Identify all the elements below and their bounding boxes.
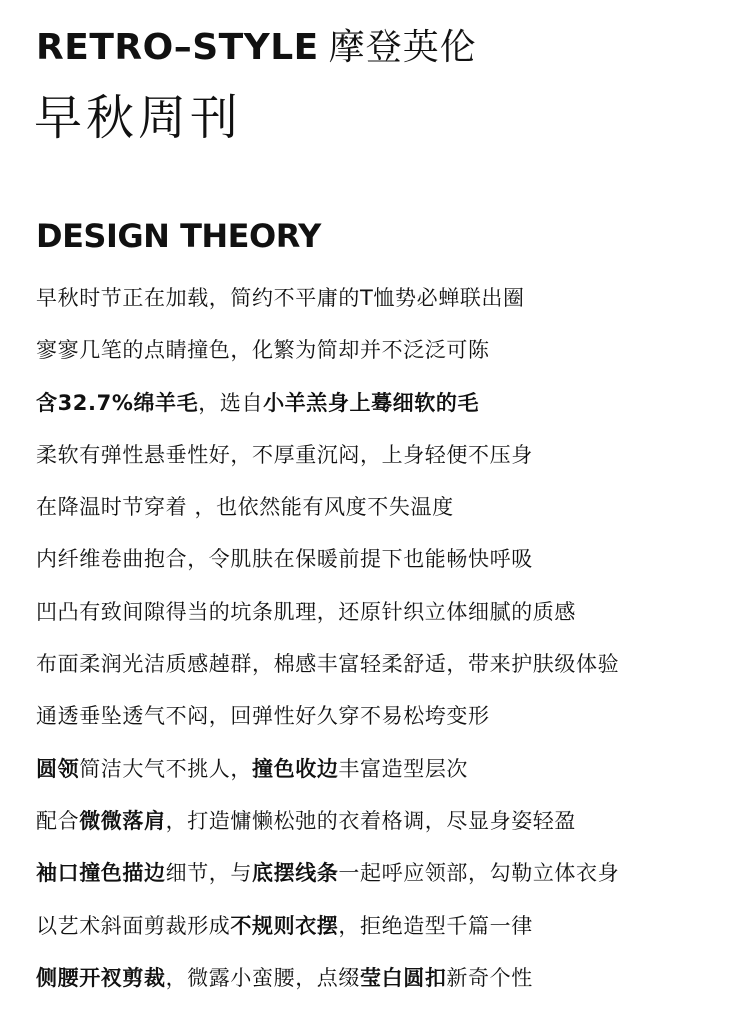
body-text: 通透垂坠透气不闷，回弹性好久穿不易松垮变形 — [36, 704, 490, 729]
page-title — [36, 26, 477, 70]
highlight-text: 不规则衣摆 — [230, 913, 339, 938]
page-subtitle: 早秋周刊 — [34, 90, 243, 146]
body-text: 丰富造型层次 — [338, 756, 469, 781]
body-text: 以艺术斜面剪裁形成 — [36, 913, 231, 938]
body-text: 内纤维卷曲抱合，令肌肤在保暖前提下也能畅快呼吸 — [36, 547, 533, 572]
body-text: 柔软有弹性悬垂性好，不厚重沉闷，上身轻便不压身 — [36, 442, 533, 467]
body-text: ，拒绝造型千篇一律 — [338, 913, 533, 938]
description-line — [36, 908, 736, 960]
body-text: ，微露小蛮腰，点缀 — [165, 965, 361, 990]
body-text: 布面柔润光洁质感趠群，棉感丰富轻柔舒适，带来护肤级体验 — [36, 652, 620, 677]
description-line — [36, 698, 736, 750]
highlight-text: 小羊羔身上蓦细软的毛 — [263, 390, 480, 415]
description-line — [36, 751, 736, 803]
description-line — [36, 437, 736, 489]
description-line — [36, 646, 736, 698]
description-line — [36, 489, 736, 541]
highlight-text: 侧腰开衩剪裁 — [36, 965, 166, 990]
description-line — [36, 332, 736, 384]
section-heading: DESIGN THEORY — [36, 217, 321, 255]
description-line — [36, 803, 736, 855]
body-text: 细节，与 — [165, 861, 253, 886]
description-line — [36, 280, 736, 332]
body-text: ，选自 — [198, 390, 264, 415]
title-chinese: 摩登英伦 — [328, 27, 477, 68]
description-line — [36, 541, 736, 593]
highlight-text: 袖口撞色描边 — [36, 861, 166, 886]
body-text: 凹凸有致间隙得当的坑条肌理，还原针织立体细腻的质感 — [36, 599, 576, 624]
body-text: 在降温时节穿着 ，也依然能有风度不失温度 — [36, 495, 454, 520]
highlight-text: 含32.7%绵羊毛 — [36, 390, 199, 415]
description-line — [36, 594, 736, 646]
description-line — [36, 855, 736, 907]
body-text: ，打造慵懒松弛的衣着格调，尽显身姿轻盈 — [165, 808, 577, 833]
description-line — [36, 960, 736, 1012]
body-text: 新奇个性 — [446, 965, 533, 990]
highlight-text: 底摆线条 — [252, 861, 339, 886]
description-list — [36, 280, 736, 1012]
body-text: 早秋时节正在加载，简约不平庸的T恤势必蝉联出圈 — [36, 286, 525, 310]
highlight-text: 撞色收边 — [252, 756, 339, 781]
title-english: RETRO–STYLE — [36, 27, 319, 68]
body-text: 一起呼应领部，勾勒立体衣身 — [338, 861, 620, 886]
description-line — [36, 385, 736, 437]
highlight-text: 莹白圆扣 — [360, 965, 447, 990]
highlight-text: 圆领 — [36, 756, 80, 781]
body-text: 简洁大气不挑人， — [79, 756, 253, 781]
body-text: 配合 — [36, 808, 80, 833]
highlight-text: 微微落肩 — [79, 808, 166, 833]
body-text: 寥寥几笔的点睛撞色，化繁为简却并不泛泛可陈 — [36, 338, 490, 363]
